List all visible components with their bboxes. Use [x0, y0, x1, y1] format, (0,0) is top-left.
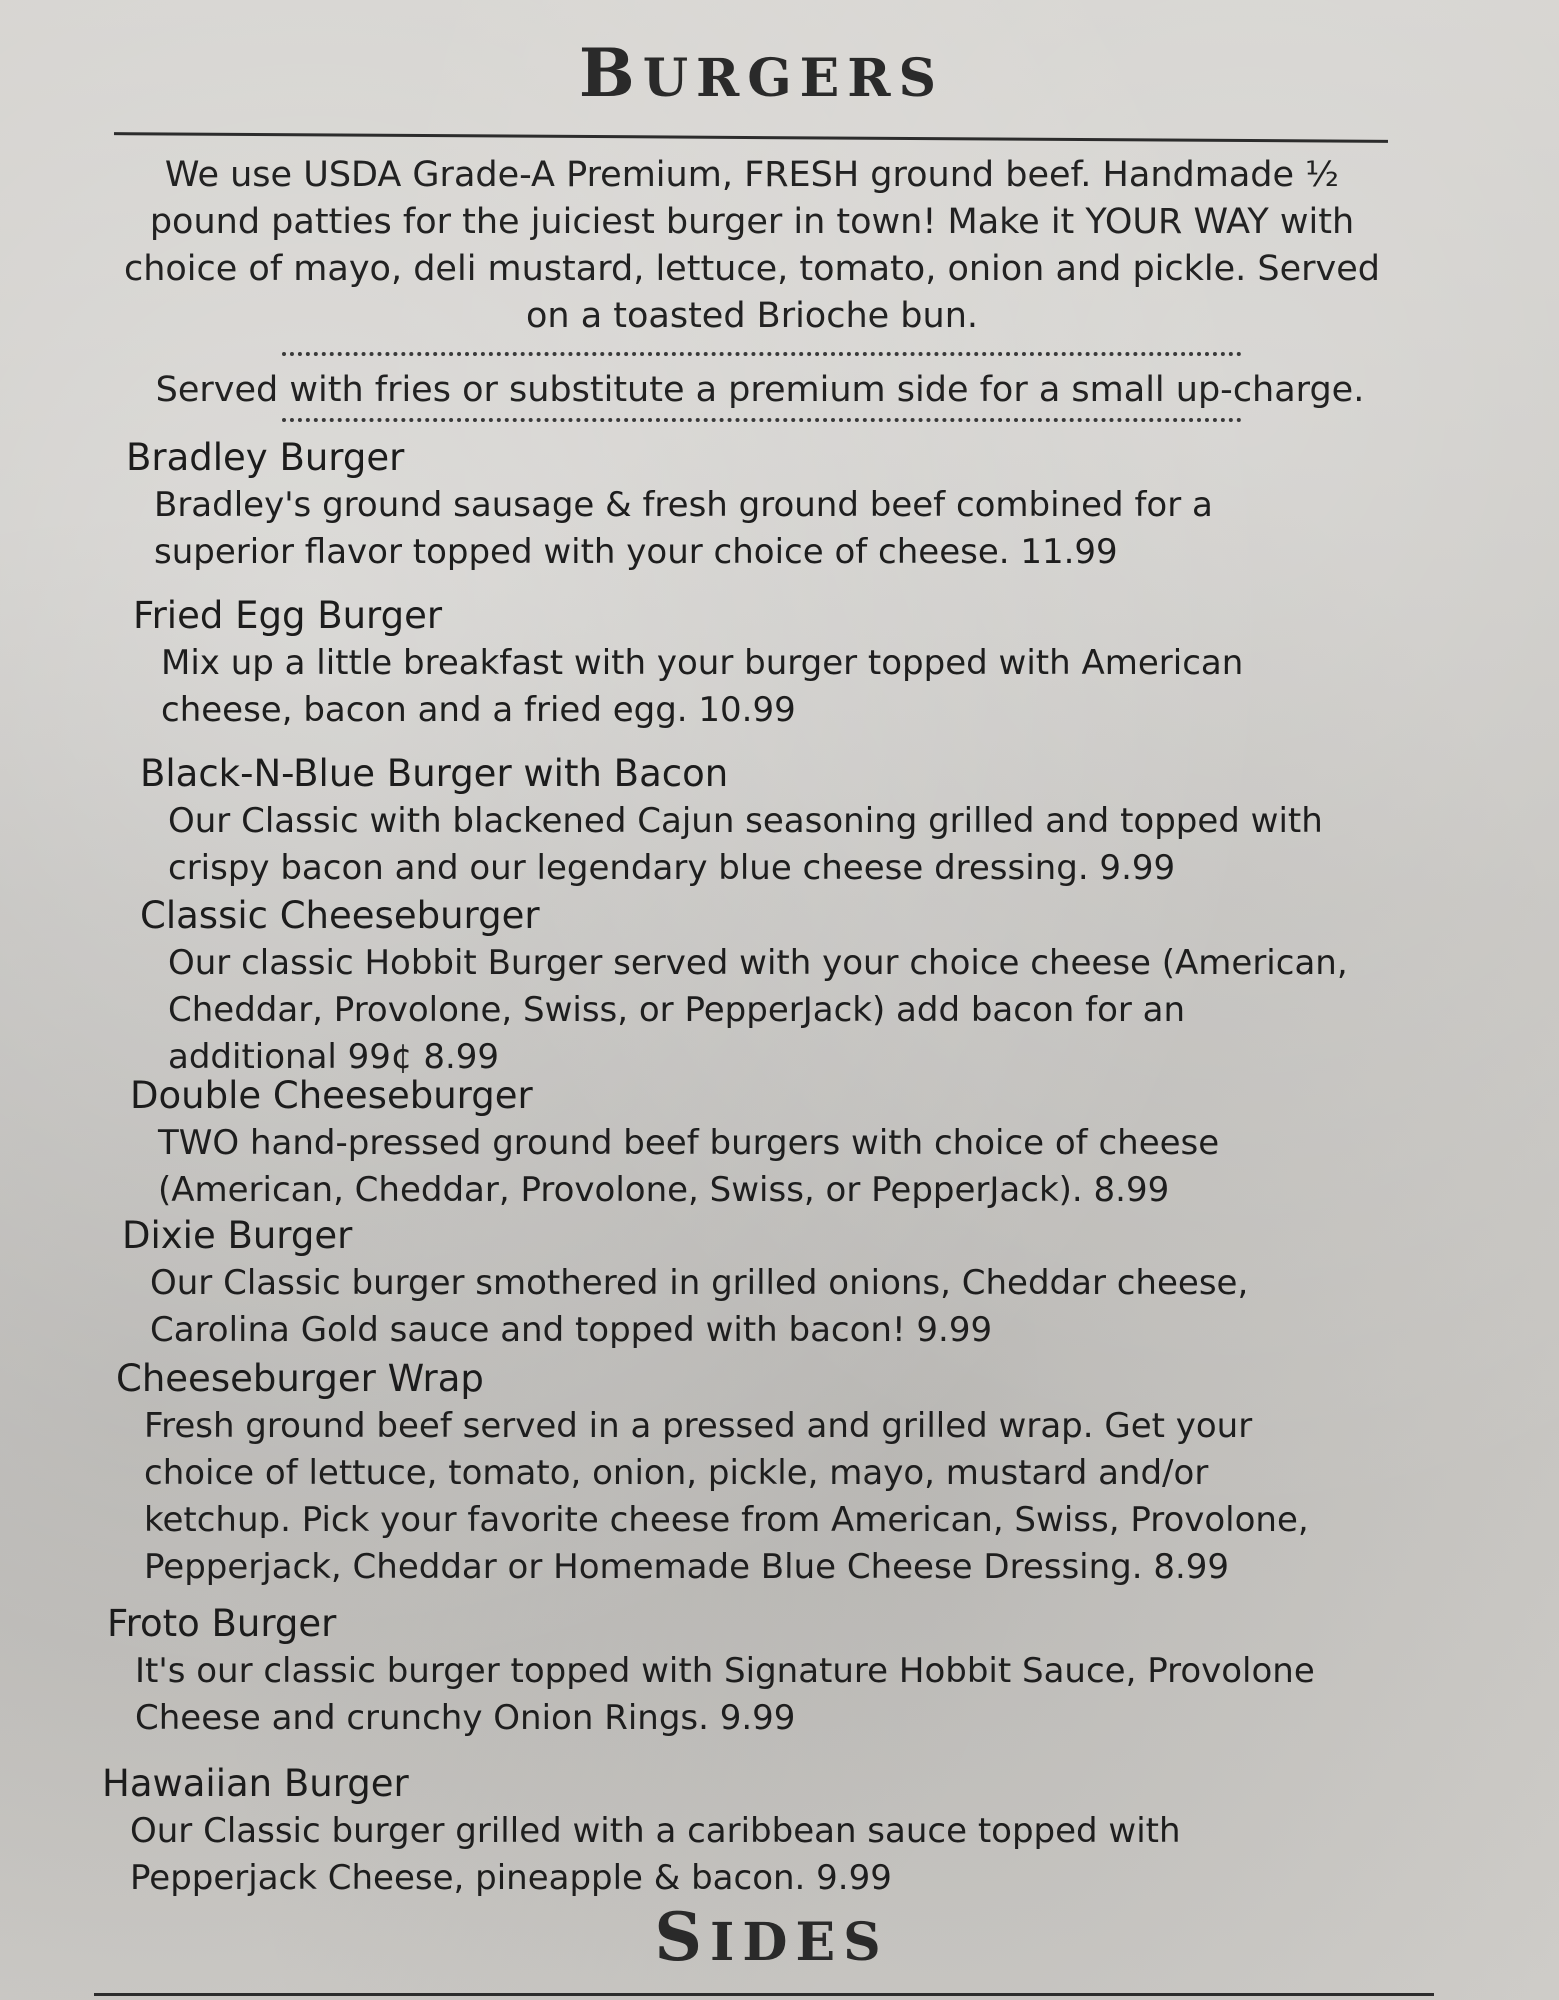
menu-item-name: Dixie Burger	[122, 1214, 353, 1257]
description-line: additional 99¢ 8.99	[168, 1037, 500, 1077]
burgers-heading-cap: B	[578, 34, 643, 112]
menu-item-name: Cheeseburger Wrap	[116, 1357, 484, 1400]
menu-item-description	[140, 798, 1428, 892]
menu-item-name: Double Cheeseburger	[130, 1074, 533, 1117]
menu-item-name: Hawaiian Burger	[102, 1762, 409, 1805]
intro-line: choice of mayo, deli mustard, lettuce, tomato, onion and pickle. Served	[123, 249, 1381, 289]
menu-item-bradley-burger	[126, 434, 1414, 576]
intro-line: on a toasted Brioche bun.	[525, 296, 979, 336]
menu-item-froto-burger	[107, 1600, 1395, 1742]
menu-item-name: Bradley Burger	[126, 436, 405, 479]
intro-line: We use USDA Grade-A Premium, FRESH ground beef. Handmade ½	[164, 155, 1340, 195]
menu-item-name: Black-N-Blue Burger with Bacon	[140, 752, 729, 795]
menu-item-description	[126, 482, 1414, 576]
dotted-divider-bottom	[282, 418, 1242, 422]
menu-item-description	[122, 1260, 1410, 1354]
menu-item-dixie-burger	[122, 1212, 1410, 1354]
description-line: Pepperjack Cheese, pineapple & bacon. 9.99	[130, 1858, 892, 1898]
menu-item-name: Classic Cheeseburger	[140, 894, 540, 937]
description-line: superior flavor topped with your choice of cheese. 11.99	[154, 532, 1118, 572]
intro-line: pound patties for the juiciest burger in town! Make it YOUR WAY with	[149, 202, 1355, 242]
menu-item-description	[102, 1808, 1390, 1902]
menu-item-fried-egg-burger	[133, 592, 1421, 734]
sides-heading-cap: S	[654, 1898, 711, 1976]
menu-item-black-n-blue-burger	[140, 750, 1428, 892]
description-line: cheese, bacon and a fried egg. 10.99	[161, 690, 796, 730]
description-line: Cheese and crunchy Onion Rings. 9.99	[135, 1698, 796, 1738]
description-line: Our classic Hobbit Burger served with your choice cheese (American,	[168, 943, 1348, 983]
sides-heading-rest: IDES	[710, 1912, 889, 1973]
menu-item-classic-cheeseburger	[140, 892, 1428, 1081]
menu-item-name: Froto Burger	[107, 1602, 337, 1645]
description-line: Our Classic burger grilled with a caribbean sauce topped with	[130, 1811, 1181, 1851]
burgers-heading-rest: URGERS	[642, 48, 945, 109]
sides-rule	[94, 1993, 1434, 1996]
description-line: Bradley's ground sausage & fresh ground beef combined for a	[154, 485, 1213, 525]
menu-item-description	[107, 1648, 1395, 1742]
menu-item-description	[130, 1120, 1418, 1214]
description-line: ketchup. Pick your favorite cheese from American, Swiss, Provolone,	[144, 1500, 1309, 1540]
description-line: crispy bacon and our legendary blue cheese dressing. 9.99	[168, 848, 1176, 888]
menu-item-name: Fried Egg Burger	[133, 594, 443, 637]
served-with-note: Served with fries or substitute a premium side for a small up-charge.	[155, 370, 1365, 410]
sides-heading	[0, 1898, 1551, 1976]
description-line: Mix up a little breakfast with your burger topped with American	[161, 643, 1244, 683]
burgers-heading	[0, 34, 1541, 112]
description-line: Our Classic with blackened Cajun seasoning grilled and topped with	[168, 801, 1323, 841]
menu-item-description	[140, 940, 1428, 1081]
menu-item-cheeseburger-wrap	[116, 1355, 1404, 1591]
menu-item-description	[116, 1403, 1404, 1591]
description-line: Cheddar, Provolone, Swiss, or PepperJack) add bacon for an	[168, 990, 1186, 1030]
description-line: Pepperjack, Cheddar or Homemade Blue Cheese Dressing. 8.99	[144, 1547, 1230, 1587]
description-line: Fresh ground beef served in a pressed and grilled wrap. Get your	[144, 1406, 1253, 1446]
description-line: Our Classic burger smothered in grilled onions, Cheddar cheese,	[150, 1263, 1249, 1303]
description-line: (American, Cheddar, Provolone, Swiss, or PepperJack). 8.99	[158, 1170, 1170, 1210]
menu-item-description	[133, 640, 1421, 734]
description-line: TWO hand-pressed ground beef burgers with choice of cheese	[158, 1123, 1220, 1163]
burgers-intro	[112, 152, 1392, 340]
heading-rule	[114, 132, 1388, 143]
description-line: choice of lettuce, tomato, onion, pickle, mayo, mustard and/or	[144, 1453, 1209, 1493]
description-line: It's our classic burger topped with Signature Hobbit Sauce, Provolone	[135, 1651, 1315, 1691]
menu-item-double-cheeseburger	[130, 1072, 1418, 1214]
description-line: Carolina Gold sauce and topped with bacon! 9.99	[150, 1310, 993, 1350]
menu-item-hawaiian-burger	[102, 1760, 1390, 1902]
dotted-divider-top	[282, 352, 1242, 356]
